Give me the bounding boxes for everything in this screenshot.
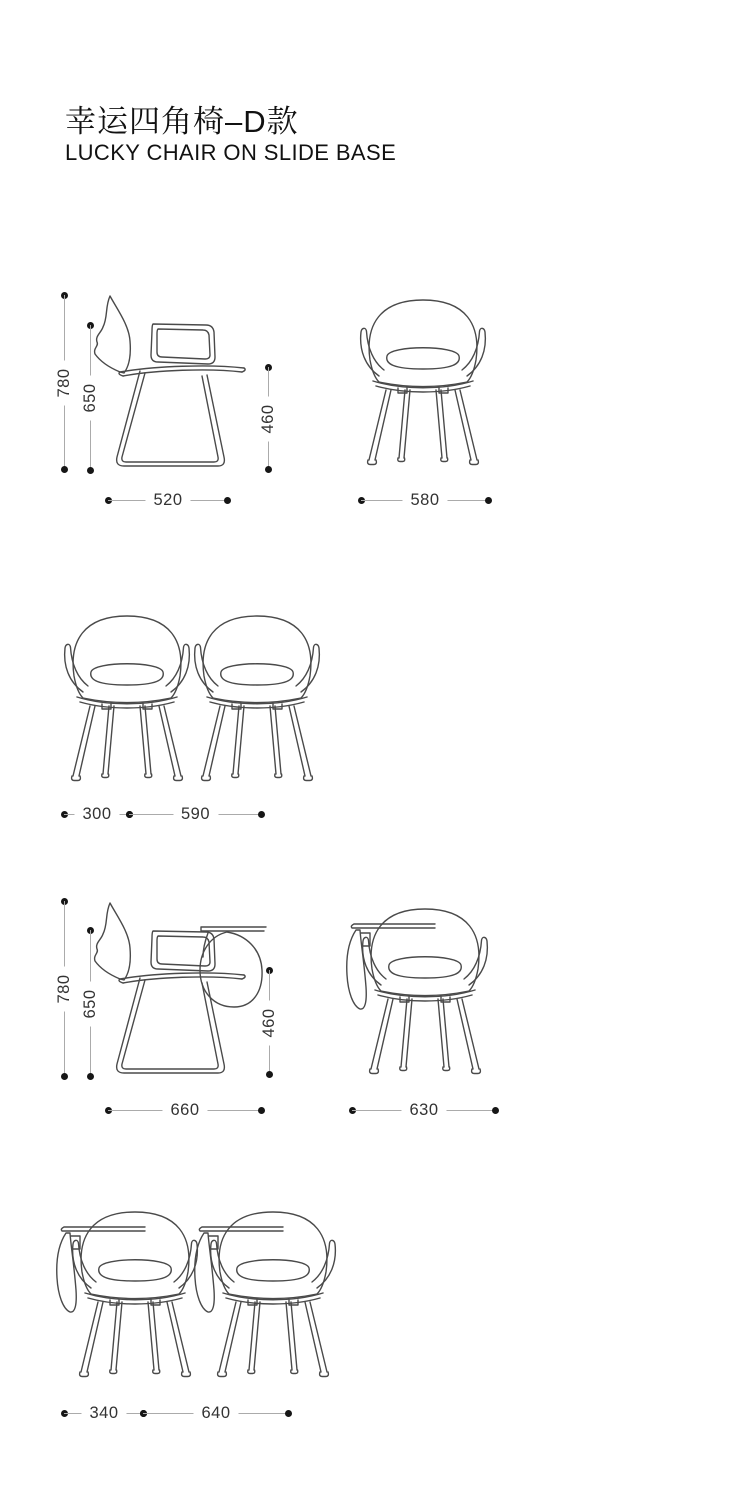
dim-tablet-front-width bbox=[349, 1100, 499, 1119]
dim-endpoint-dot bbox=[87, 1073, 94, 1080]
dim-endpoint-dot bbox=[266, 1071, 273, 1078]
dim-endpoint-dot bbox=[61, 1073, 68, 1080]
dim-side-depth bbox=[105, 490, 231, 509]
dim-label: 780 bbox=[56, 360, 73, 405]
dim-pair-offset bbox=[61, 804, 133, 823]
dim-tablet-side-back-height bbox=[80, 927, 99, 1080]
dim-side-back-height bbox=[80, 322, 99, 474]
dim-endpoint-dot bbox=[224, 497, 231, 504]
dim-side-seat-height bbox=[258, 364, 277, 473]
dim-endpoint-dot bbox=[87, 467, 94, 474]
tablet-front-view-drawing bbox=[345, 897, 505, 1087]
page-header bbox=[65, 104, 396, 165]
dim-label: 630 bbox=[401, 1102, 446, 1119]
dim-label: 340 bbox=[81, 1405, 126, 1422]
dim-endpoint-dot bbox=[258, 811, 265, 818]
dim-endpoint-dot bbox=[265, 466, 272, 473]
paired-front-view-drawing-left bbox=[60, 608, 194, 790]
dim-tablet-side-seat-height bbox=[259, 967, 278, 1078]
product-title-zh: 幸运四角椅–D款 bbox=[65, 104, 299, 139]
tablet-paired-drawing-left bbox=[55, 1200, 215, 1390]
dim-label: 650 bbox=[82, 981, 99, 1026]
dim-tablet-side-overall-height bbox=[54, 898, 73, 1080]
dim-tablet-side-depth bbox=[105, 1100, 265, 1119]
tablet-paired-drawing-right bbox=[193, 1200, 353, 1390]
dim-label: 590 bbox=[173, 806, 218, 823]
dim-label: 660 bbox=[162, 1102, 207, 1119]
dim-label: 650 bbox=[82, 375, 99, 420]
dim-pair-width bbox=[126, 804, 265, 823]
dim-endpoint-dot bbox=[285, 1410, 292, 1417]
dim-front-width bbox=[358, 490, 492, 509]
front-view-drawing bbox=[356, 292, 490, 474]
dim-label: 460 bbox=[261, 1000, 278, 1045]
dim-tablet-pair-width bbox=[140, 1403, 292, 1422]
product-title-en: LUCKY CHAIR ON SLIDE BASE bbox=[65, 139, 397, 165]
paired-front-view-drawing-right bbox=[190, 608, 324, 790]
dim-label: 300 bbox=[74, 806, 119, 823]
dim-label: 780 bbox=[56, 966, 73, 1011]
dim-label: 640 bbox=[193, 1405, 238, 1422]
dim-endpoint-dot bbox=[61, 466, 68, 473]
dim-endpoint-dot bbox=[258, 1107, 265, 1114]
dim-endpoint-dot bbox=[492, 1107, 499, 1114]
dim-label: 580 bbox=[402, 492, 447, 509]
dim-endpoint-dot bbox=[485, 497, 492, 504]
dim-tablet-pair-offset bbox=[61, 1403, 147, 1422]
dim-label: 520 bbox=[145, 492, 190, 509]
dim-label: 460 bbox=[260, 396, 277, 441]
dim-side-overall-height bbox=[54, 292, 73, 473]
